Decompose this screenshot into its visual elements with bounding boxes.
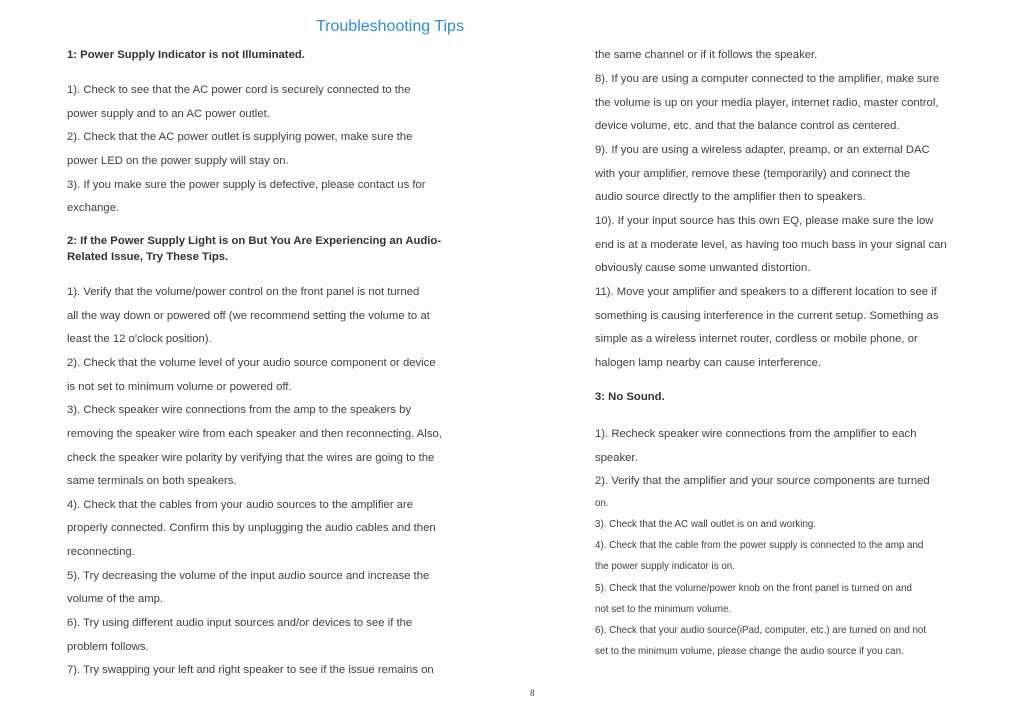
text-line: halogen lamp nearby can cause interference. (595, 357, 822, 369)
page-number: 8 (530, 688, 535, 698)
text-line: something is causing interference in the current setup. Something as (595, 310, 939, 322)
section-heading-power-supply: 1: Power Supply Indicator is not Illuminated. (67, 49, 305, 61)
text-line: 3). If you make sure the power supply is defective, please contact us for (67, 179, 426, 191)
text-line: 6). Try using different audio input sources and/or devices to see if the (67, 617, 413, 629)
section-heading-audio-issue: 2: If the Power Supply Light is on But You Are Experiencing an Audio- (67, 235, 442, 247)
text-line: the power supply indicator is on. (595, 561, 735, 572)
text-line: 2). Check that the AC power outlet is supplying power, make sure the (67, 131, 413, 143)
text-line: same terminals on both speakers. (67, 475, 237, 487)
text-line: the same channel or if it follows the speaker. (595, 49, 818, 61)
text-line: 5). Try decreasing the volume of the input audio source and increase the (67, 570, 430, 582)
text-line: all the way down or powered off (we recommend setting the volume to at (67, 310, 430, 322)
text-line: speaker. (595, 452, 638, 464)
section-heading-no-sound: 3: No Sound. (595, 391, 665, 403)
text-line: 3). Check speaker wire connections from the amp to the speakers by (67, 404, 412, 416)
text-line: not set to the minimum volume. (595, 604, 732, 615)
text-line: 6). Check that your audio source(iPad, computer, etc.) are turned on and not (595, 625, 927, 636)
text-line: check the speaker wire polarity by verifying that the wires are going to the (67, 452, 435, 464)
text-line: simple as a wireless internet router, cordless or mobile phone, or (595, 333, 918, 345)
text-line: with your amplifier, remove these (temporarily) and connect the (595, 168, 911, 180)
text-line: least the 12 o'clock position). (67, 333, 212, 345)
text-line: 1). Verify that the volume/power control on the front panel is not turned (67, 286, 420, 298)
text-line: 1). Check to see that the AC power cord is securely connected to the (67, 84, 411, 96)
text-line: 4). Check that the cable from the power supply is connected to the amp and (595, 540, 924, 551)
text-line: is not set to minimum volume or powered off. (67, 381, 292, 393)
text-line: exchange. (67, 202, 120, 214)
text-line: the volume is up on your media player, internet radio, master control, (595, 97, 939, 109)
text-line: power LED on the power supply will stay on. (67, 155, 289, 167)
text-line: removing the speaker wire from each speaker and then reconnecting. Also, (67, 428, 442, 440)
text-line: power supply and to an AC power outlet. (67, 108, 270, 120)
page-title: Troubleshooting Tips (316, 18, 464, 35)
text-line: properly connected. Confirm this by unplugging the audio cables and then (67, 522, 436, 534)
text-line: 10). If your input source has this own EQ, please make sure the low (595, 215, 934, 227)
text-line: reconnecting. (67, 546, 135, 558)
text-line: 9). If you are using a wireless adapter, preamp, or an external DAC (595, 144, 930, 156)
text-line: 3). Check that the AC wall outlet is on and working. (595, 519, 817, 530)
text-line: on. (595, 498, 609, 509)
text-line: end is at a moderate level, as having too much bass in your signal can (595, 239, 947, 251)
section-heading-audio-issue-cont: Related Issue, Try These Tips. (67, 251, 229, 263)
text-line: obviously cause some unwanted distortion. (595, 262, 811, 274)
text-line: 5). Check that the volume/power knob on the front panel is turned on and (595, 583, 912, 594)
text-line: volume of the amp. (67, 593, 164, 605)
text-line: set to the minimum volume, please change the audio source if you can. (595, 646, 904, 657)
text-line: 11). Move your amplifier and speakers to a different location to see if (595, 286, 937, 298)
text-line: 7). Try swapping your left and right speaker to see if the issue remains on (67, 664, 434, 676)
text-line: audio source directly to the amplifier then to speakers. (595, 191, 866, 203)
text-line: 4). Check that the cables from your audio sources to the amplifier are (67, 499, 413, 511)
text-line: 2). Verify that the amplifier and your source components are turned (595, 475, 930, 487)
text-line: device volume, etc. and that the balance control as centered. (595, 120, 900, 132)
text-line: 8). If you are using a computer connected to the amplifier, make sure (595, 73, 940, 85)
text-line: 1). Recheck speaker wire connections from the amplifier to each (595, 428, 917, 440)
text-line: problem follows. (67, 641, 149, 653)
text-line: 2). Check that the volume level of your audio source component or device (67, 357, 436, 369)
